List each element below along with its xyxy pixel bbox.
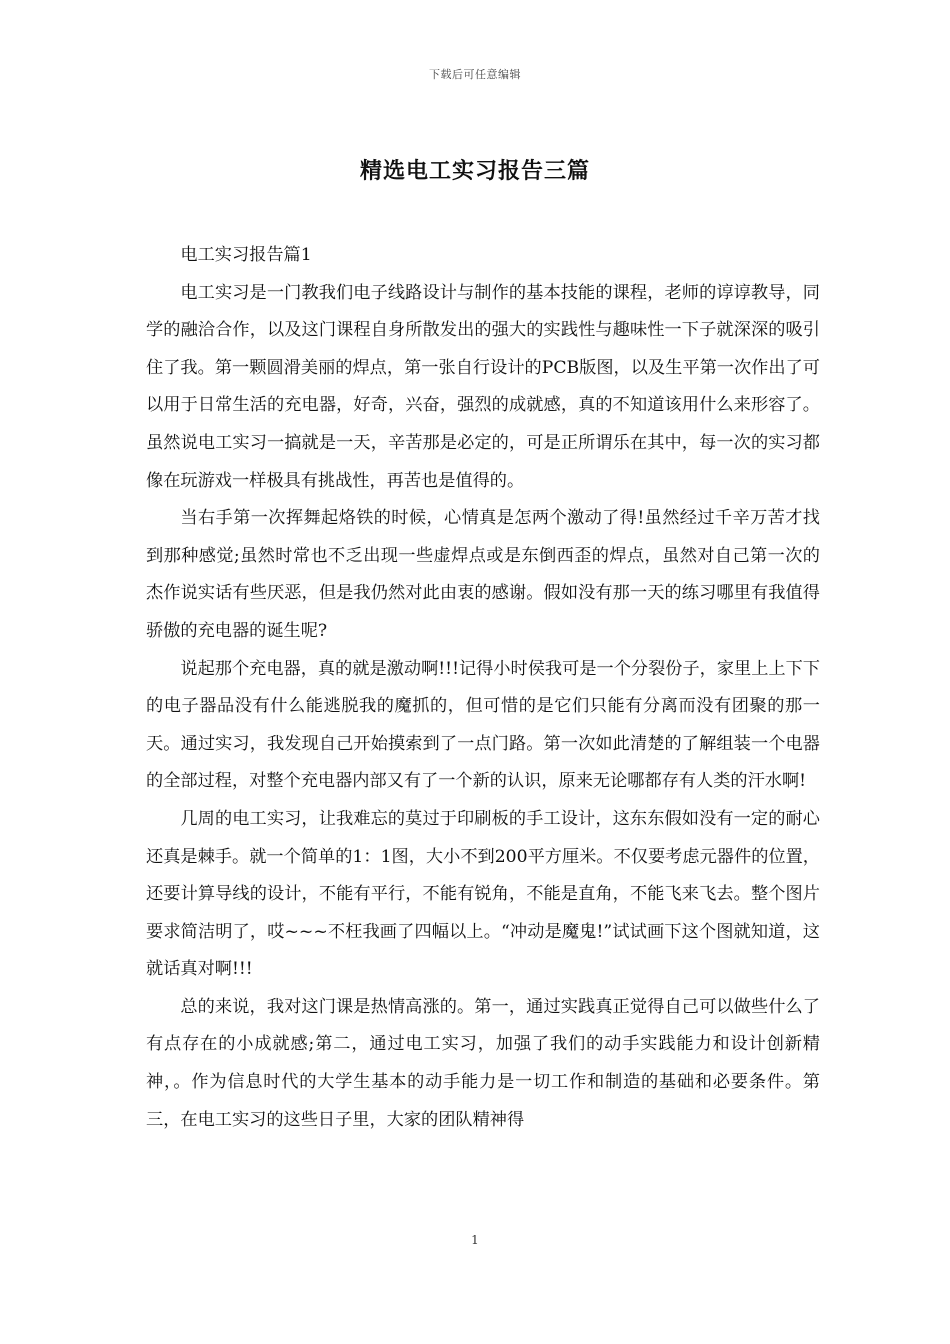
document-title: 精选电工实习报告三篇 [359,158,590,184]
header-note: 下载后可任意编辑 [429,68,521,81]
document-body [146,237,820,1139]
section-heading: 电工实习报告篇1 [180,245,312,265]
paragraph-1: 电工实习是一门教我们电子线路设计与制作的基本技能的课程，老师的谆谆教导，同学的融洽合作，以及这门课程自身所散发出的强大的实践性与趣味性一下子就深深的吸引住了我。第一颗圆滑美丽的焊点，第一张自行设计的PCB版图，以及生平第一次作出了可以用于日常生活的充电器，好奇，兴奋，强烈的成就感，真的不知道该用什么来形容了。虽然说电工实习一搞就是一天，辛苦那是必定的，可是正所谓乐在其中，每一次的实习都像在玩游戏一样极具有挑战性，再苦也是值得的。 [146,282,820,491]
paragraph-4: 几周的电工实习，让我难忘的莫过于印刷板的手工设计，这东东假如没有一定的耐心还真是棘手。就一个简单的1：1图，大小不到200平方厘米。不仅要考虑元器件的位置，还要计算导线的设计，不能有平行，不能有锐角，不能是直角，不能飞来飞去。整个图片要求简洁明了，哎~~~不枉我画了四幅以上。“冲动是魔鬼!”试试画下这个图就知道，这就话真对啊!!! [146,808,820,980]
paragraph-3: 说起那个充电器，真的就是激动啊!!!记得小时侯我可是一个分裂份子，家里上上下下的电子器品没有什么能逃脱我的魔抓的，但可惜的是它们只能有分离而没有团聚的那一天。通过实习，我发现自己开始摸索到了一点门路。第一次如此清楚的了解组装一个电器的全部过程，对整个充电器内部又有了一个新的认识，原来无论哪都存有人类的汗水啊! [146,658,820,792]
paragraph-2: 当右手第一次挥舞起烙铁的时候，心情真是怎两个激动了得!虽然经过千辛万苦才找到那种感觉;虽然时常也不乏出现一些虚焊点或是东倒西歪的焊点，虽然对自己第一次的杰作说实话有些厌恶，但是我仍然对此由衷的感谢。假如没有那一天的练习哪里有我值得骄傲的充电器的诞生呢? [146,508,820,641]
paragraph-5: 总的来说，我对这门课是热情高涨的。第一，通过实践真正觉得自己可以做些什么了有点存在的小成就感;第二，通过电工实习，加强了我们的动手实践能力和设计创新精神，。作为信息时代的大学生基本的动手能力是一切工作和制造的基础和必要条件。第三，在电工实习的这些日子里，大家的团队精神得 [146,996,820,1130]
page-number: 1 [471,1233,479,1247]
